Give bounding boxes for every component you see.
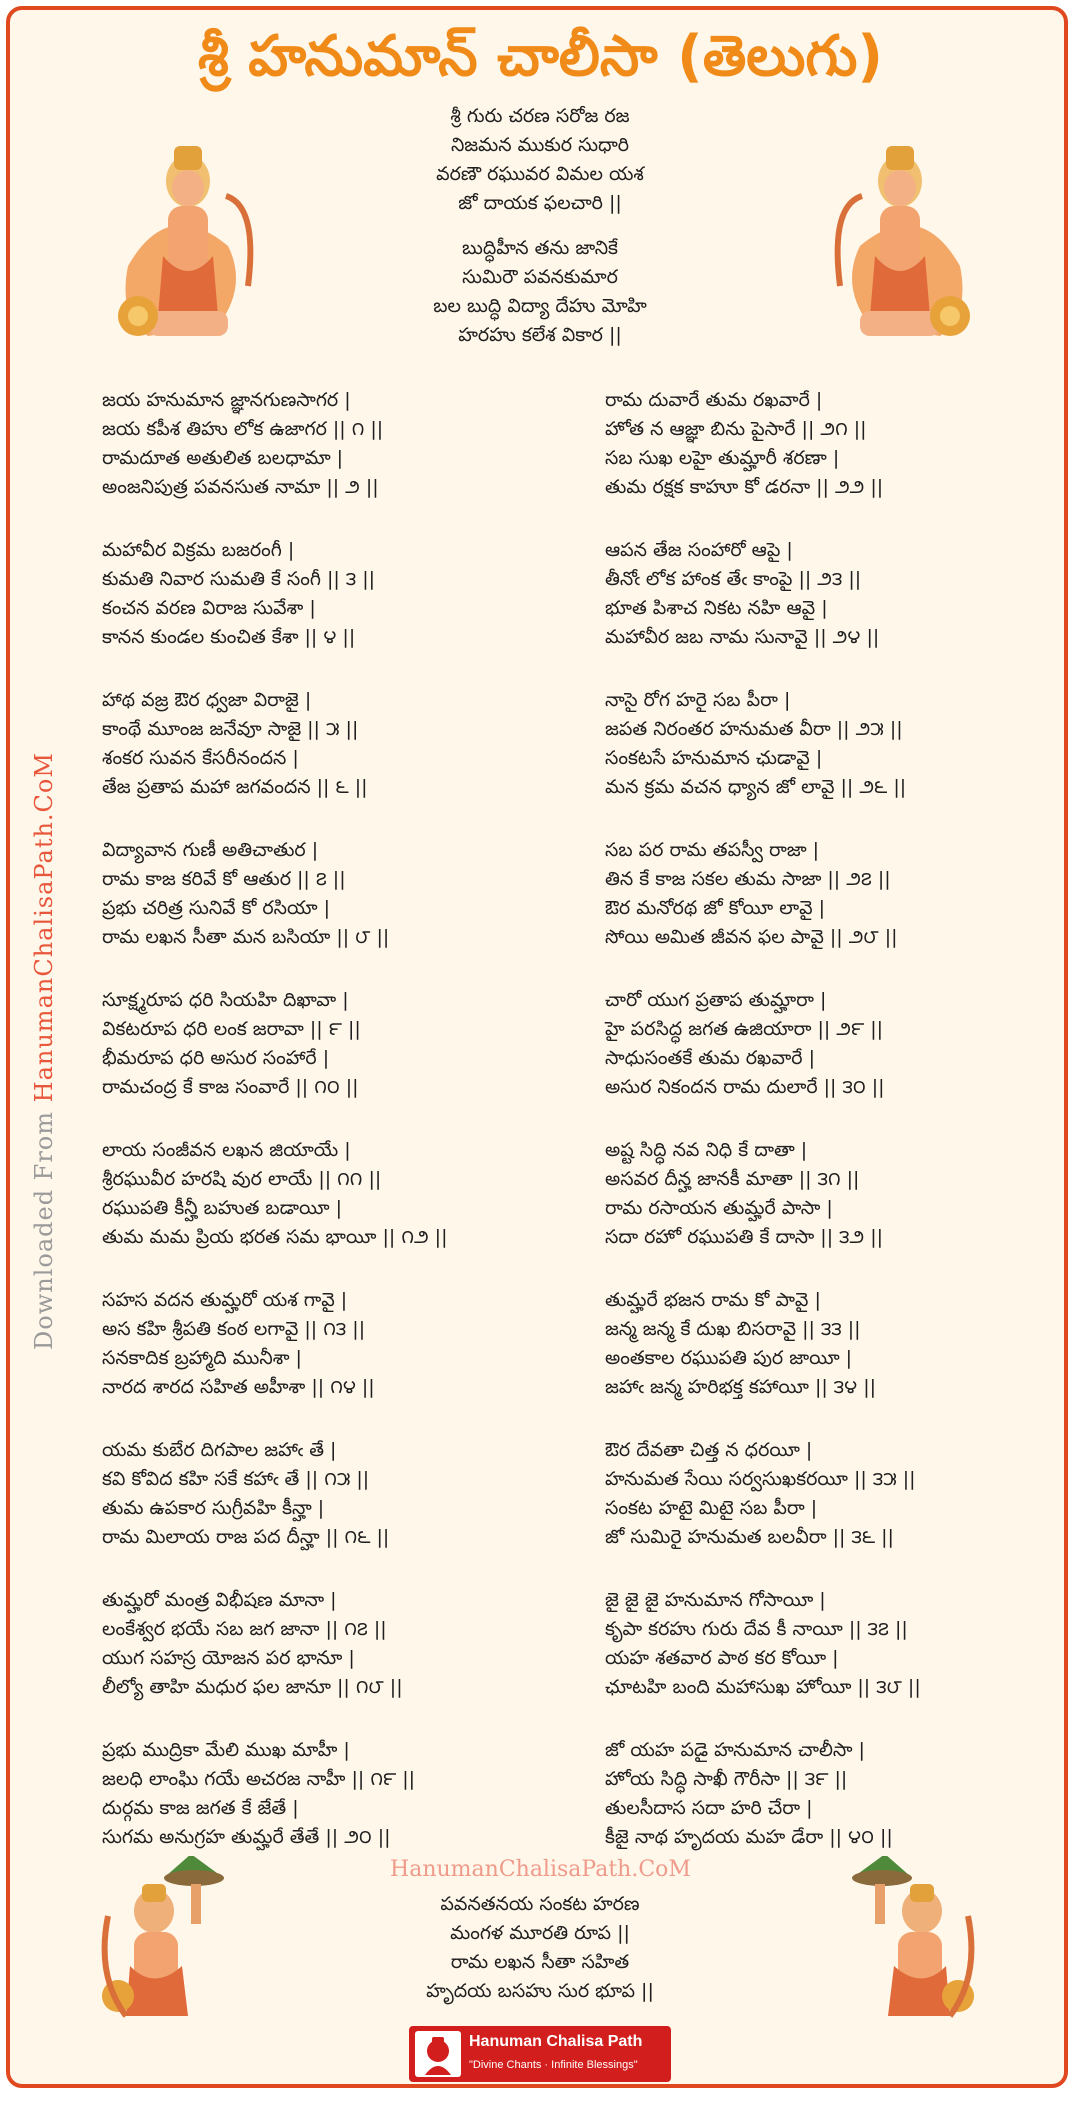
verse-line: జో దాయక ఫలచారి || (458, 192, 622, 214)
verse-line: తుమ మమ ప్రియ భరత సమ భాయీ || ౧౨ || (102, 1226, 448, 1248)
verse-line: కీజై నాథ హృదయ మహ డేరా || ౪౦ || (605, 1826, 893, 1848)
verses-left-column (102, 386, 582, 1886)
verse-line: రామ మిలాయ రాజ పద దీన్హా || ౧౬ || (102, 1526, 390, 1548)
stanza (605, 686, 1081, 836)
verse-line: నాసై రోగ హరై సబ పీరా | (605, 689, 791, 711)
stanza (102, 386, 582, 536)
download-prefix: Downloaded From (30, 1102, 58, 1350)
hanuman-carrying-mountain-icon-left (96, 1856, 246, 2026)
stanza (605, 1586, 1081, 1736)
brand-tagline: "Divine Chants · Infinite Blessings" (469, 2059, 638, 2071)
verse-line: కంచన వరణ విరాజ సువేశా | (102, 597, 316, 619)
verse-line: హాథ వజ్ర ఔర ధ్వజా విరాజై | (102, 689, 312, 711)
download-source-text (30, 752, 58, 1350)
verse-line: అసుర నికందన రామ దులారే || ౩౦ || (605, 1076, 885, 1098)
stanza (102, 686, 582, 836)
verse-line: యమ కుబేర దిగపాల జహాఁ తే | (102, 1439, 337, 1461)
stanza (605, 986, 1081, 1136)
verse-line: నారద శారద సహిత అహీశా || ౧౪ || (102, 1376, 375, 1398)
verse-line: అసవర దీన్హ జానకీ మాతా || ౩౧ || (605, 1168, 860, 1190)
page-title: శ్రీ హనుమాన్ చాలీసా (తెలుగు) (197, 24, 884, 89)
verse-line: ప్రభు చరిత్ర సునివే కో రసియా | (102, 897, 330, 919)
verse-line: కుమతి నివార సుమతి కే సంగీ || ౩ || (102, 568, 376, 590)
verse-line: జలధి లాంఘి గయే అచరజ నాహీ || ౧౯ || (102, 1768, 416, 1790)
verse-line: హరహు కలేశ వికార || (458, 324, 622, 346)
verse-line: రామ కాజ కరివే కో ఆతుర || ౭ || (102, 868, 346, 890)
verse-line: రామ లఖన సీతా మన బసియా || ౮ || (102, 926, 390, 948)
verse-line: సనకాదిక బ్రహ్మాది మునీశా | (102, 1347, 302, 1369)
verse-line: కానన కుండల కుంచిత కేశా || ౪ || (102, 626, 356, 648)
stanza (102, 836, 582, 986)
verse-line: హోయ సిద్ధి సాఖీ గౌరీసా || ౩౯ || (605, 1768, 848, 1790)
verse-line: తుమ ఉపకార సుగ్రీవహి కీన్హా | (102, 1497, 325, 1519)
verse-line: అంజనిపుత్ర పవనసుత నామా || ౨ || (102, 476, 379, 498)
verse-line: రఘుపతి కీన్హీ బహుత బడాయీ | (102, 1197, 342, 1219)
verse-line: కాంథే మూంజ జనేవూ సాజై || ౫ || (102, 718, 359, 740)
verse-line: రామచంద్ర కే కాజ సంవారే || ౧౦ || (102, 1076, 359, 1098)
verse-line: ఔర మనోరథ జో కోయీ లావై | (605, 897, 826, 919)
stanza (102, 1586, 582, 1736)
verse-line: జై జై జై హనుమాన గోసాయీ | (605, 1589, 826, 1611)
verse-line: తుమ్హరో మంత్ర విభీషణ మానా | (102, 1589, 337, 1611)
verse-line: అస కహి శ్రీపతి కంఠ లగావై || ౧౩ || (102, 1318, 366, 1340)
verse-line: మంగళ మూరతి రూప || (450, 1922, 630, 1944)
verse-line: యహ శతవార పాఠ కర కోయీ | (605, 1647, 839, 1669)
verse-line: తీనోఁ లోక హాంక తేఁ కాంపై || ౨౩ || (605, 568, 862, 590)
opening-couplet-1 (340, 102, 740, 218)
download-site: HanumanChalisaPath.CoM (30, 752, 58, 1103)
verse-line: తులసీదాస సదా హరి చేరా | (605, 1797, 813, 1819)
verse-line: రామదూత అతులిత బలధామా | (102, 447, 344, 469)
verse-line: లాయ సంజీవన లఖన జియాయే | (102, 1139, 351, 1161)
verse-line: శ్రీరఘువీర హరషి వుర లాయే || ౧౧ || (102, 1168, 382, 1190)
stanza (605, 1286, 1081, 1436)
verse-line: సంకటసే హనుమాన ఛుడావై | (605, 747, 823, 769)
verse-line: సోయి అమిత జీవన ఫల పావై || ౨౮ || (605, 926, 898, 948)
verse-line: జపత నిరంతర హనుమత వీరా || ౨౫ || (605, 718, 903, 740)
brand-badge[interactable] (409, 2026, 671, 2082)
stanza (605, 386, 1081, 536)
verse-line: అష్ట సిద్ధి నవ నిధి కే దాతా | (605, 1139, 808, 1161)
verse-line: కవి కోవిద కహి సకే కహాఁ తే || ౧౫ || (102, 1468, 370, 1490)
verse-line: సబ సుఖ లహై తుమ్హారీ శరణా | (605, 447, 840, 469)
verse-line: తుమ రక్షక కాహూ కో డరనా || ౨౨ || (605, 476, 884, 498)
verse-line: బుద్ధిహీన తను జానికే (462, 237, 618, 259)
verse-line: ఛూటహి బంది మహాసుఖ హోయీ || ౩౮ || (605, 1676, 921, 1698)
verse-line: భూత పిశాచ నికట నహి ఆవై | (605, 597, 828, 619)
stanza (102, 986, 582, 1136)
verse-line: సూక్ష్మరూప ధరి సియహి దిఖావా | (102, 989, 349, 1011)
verse-line: సహస వదన తుమ్హరో యశ గావై | (102, 1289, 348, 1311)
verse-line: తేజ ప్రతాప మహా జగవందన || ౬ || (102, 776, 368, 798)
verse-line: రామ దువారే తుమ రఖవారే | (605, 389, 823, 411)
site-watermark: HanumanChalisaPath.CoM (390, 1857, 691, 1882)
verse-line: నిజమన ముకుర సుధారి (450, 134, 630, 156)
verse-line: అంతకాల రఘుపతి పుర జాయీ | (605, 1347, 853, 1369)
verse-line: విద్యావాన గుణీ అతిచాతుర | (102, 839, 319, 861)
verse-line: పవనతనయ సంకట హరణ (440, 1893, 640, 1915)
verse-line: సుమిరౌ పవనకుమార (462, 266, 618, 288)
verse-line: శంకర సువన కేసరీనందన | (102, 747, 299, 769)
brand-logo-icon (415, 2031, 461, 2077)
verse-line: మహావీర జబ నామ సునావై || ౨౪ || (605, 626, 880, 648)
stanza (605, 836, 1081, 986)
verse-line: వికటరూప ధరి లంక జరావా || ౯ || (102, 1018, 361, 1040)
verse-line: ఆపన తేజ సంహారో ఆపై | (605, 539, 793, 561)
verse-line: చారో యుగ ప్రతాప తుమ్హారా | (605, 989, 827, 1011)
opening-couplet-2 (340, 234, 740, 350)
hanuman-seated-icon-right (820, 136, 980, 351)
verse-line: వరణౌ రఘువర విమల యశ (436, 163, 644, 185)
verse-line: రామ రసాయన తుమ్హరే పాసా | (605, 1197, 833, 1219)
stanza (102, 1136, 582, 1286)
verse-line: జో సుమిరై హనుమత బలవీరా || ౩౬ || (605, 1526, 894, 1548)
verse-line: లంకేశ్వర భయే సబ జగ జానా || ౧౭ || (102, 1618, 387, 1640)
verse-line: జయ కపీశ తిహు లోక ఉజాగర || ౧ || (102, 418, 384, 440)
verse-line: జన్మ జన్మ కే దుఖ బిసరావై || ౩౩ || (605, 1318, 861, 1340)
brand-name: Hanuman Chalisa Path (469, 2033, 643, 2050)
verse-line: జహాఁ జన్మ హరిభక్త కహాయీ || ౩౪ || (605, 1376, 877, 1398)
verse-line: లీల్యో తాహి మధుర ఫల జానూ || ౧౮ || (102, 1676, 403, 1698)
verse-line: శ్రీ గురు చరణ సరోజ రజ (450, 105, 630, 127)
hanuman-seated-icon-left (108, 136, 268, 351)
verse-line: హృదయ బసహు సుర భూప || (426, 1980, 654, 2002)
closing-doha (340, 1890, 740, 2006)
verse-line: రామ లఖన సీతా సహిత (450, 1951, 630, 1973)
stanza (102, 536, 582, 686)
stanza (605, 1436, 1081, 1586)
verse-line: మన క్రమ వచన ధ్యాన జో లావై || ౨౬ || (605, 776, 907, 798)
verse-line: హనుమత సేయి సర్వసుఖకరయీ || ౩౫ || (605, 1468, 916, 1490)
verse-line: భీమరూప ధరి అసుర సంహారే | (102, 1047, 330, 1069)
verse-line: తుమ్హరే భజన రామ కో పావై | (605, 1289, 821, 1311)
verse-line: హై పరసిద్ధ జగత ఉజియారా || ౨౯ || (605, 1018, 884, 1040)
verse-line: జయ హనుమాన జ్ఞానగుణసాగర | (102, 389, 351, 411)
verse-line: కృపా కరహు గురు దేవ కీ నాయీ || ౩౭ || (605, 1618, 908, 1640)
verse-line: సబ పర రామ తపస్వీ రాజా | (605, 839, 820, 861)
verse-line: జో యహ పడై హనుమాన చాలీసా | (605, 1739, 865, 1761)
verse-line: సదా రహో రఘుపతి కే దాసా || ౩౨ || (605, 1226, 884, 1248)
stanza (605, 1136, 1081, 1286)
verse-line: దుర్గమ కాజ జగత కే జేతే | (102, 1797, 299, 1819)
stanza (102, 1436, 582, 1586)
verse-line: ఔర దేవతా చిత్త న ధరయీ | (605, 1439, 813, 1461)
stanza (605, 536, 1081, 686)
hanuman-carrying-mountain-icon-right (830, 1856, 980, 2026)
verse-line: మహావీర విక్రమ బజరంగీ | (102, 539, 295, 561)
verse-line: యుగ సహస్ర యోజన పర భానూ | (102, 1647, 355, 1669)
verse-line: తిన కే కాజ సకల తుమ సాజా || ౨౭ || (605, 868, 891, 890)
verse-line: హోత న ఆజ్ఞా బిను పైసారే || ౨౧ || (605, 418, 867, 440)
verse-line: సంకట హటై మిటై సబ పీరా | (605, 1497, 818, 1519)
verse-line: సుగమ అనుగ్రహ తుమ్హరే తేతే || ౨౦ || (102, 1826, 391, 1848)
stanza (102, 1286, 582, 1436)
verse-line: ప్రభు ముద్రికా మేలి ముఖ మాహీ | (102, 1739, 350, 1761)
verse-line: సాధుసంతకే తుమ రఖవారే | (605, 1047, 816, 1069)
verses-right-column (605, 386, 1081, 1886)
verse-line: బల బుద్ధి విద్యా దేహు మోహి (433, 295, 647, 317)
